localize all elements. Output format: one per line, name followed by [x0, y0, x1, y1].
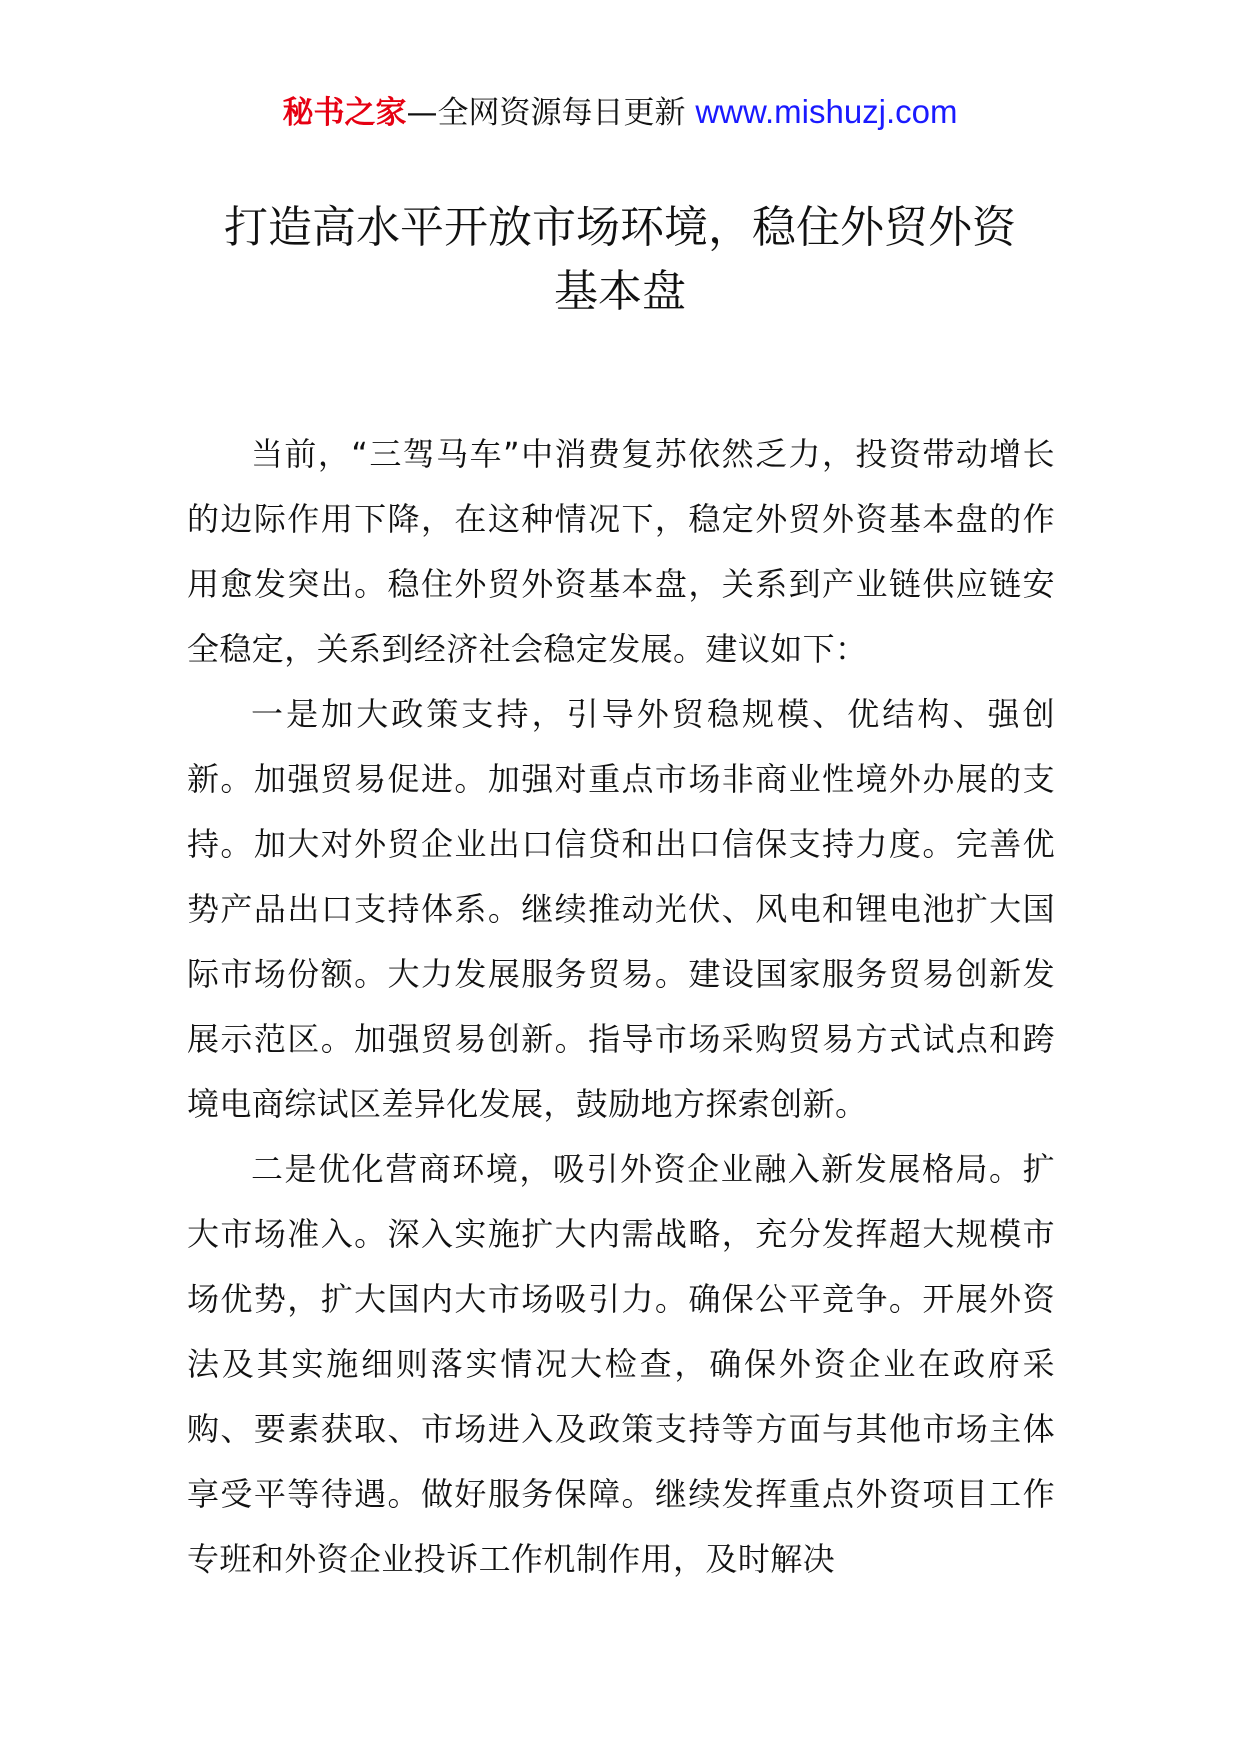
brand-name: 秘书之家 [282, 95, 407, 131]
title-line-2: 基本盘 [554, 266, 686, 317]
header-url-link[interactable]: www.mishuzj.com [695, 93, 958, 130]
page-header [0, 92, 1240, 133]
title-line-1: 打造高水平开放市场环境，稳住外贸外资 [224, 202, 1016, 253]
paragraph-point-one: 一是加大政策支持，引导外贸稳规模、优结构、强创新。加强贸易促进。加强对重点市场非商业性境外办展的支持。加大对外贸企业出口信贷和出口信保支持力度。完善优势产品出口支持体系。继续推动光伏、风电和锂电池扩大国际市场份额。大力发展服务贸易。建设国家服务贸易创新发展示范区。加强贸易创新。指导市场采购贸易方式试点和跨境电商综试区差异化发展，鼓励地方探索创新。 [187, 695, 1055, 1123]
header-tagline: —全网资源每日更新 [406, 95, 696, 131]
paragraph-intro: 当前，“三驾马车”中消费复苏依然乏力，投资带动增长的边际作用下降，在这种情况下，稳定外贸外资基本盘的作用愈发突出。稳住外贸外资基本盘，关系到产业链供应链安全稳定，关系到经济社会稳定发展。建议如下： [187, 435, 1055, 668]
paragraph-point-two: 二是优化营商环境，吸引外资企业融入新发展格局。扩大市场准入。深入实施扩大内需战略，充分发挥超大规模市场优势，扩大国内大市场吸引力。确保公平竞争。开展外资法及其实施细则落实情况大检查，确保外资企业在政府采购、要素获取、市场进入及政策支持等方面与其他市场主体享受平等待遇。做好服务保障。继续发挥重点外资项目工作专班和外资企业投诉工作机制作用，及时解决 [187, 1150, 1055, 1578]
document-body [187, 422, 1055, 1592]
document-title [150, 196, 1090, 324]
